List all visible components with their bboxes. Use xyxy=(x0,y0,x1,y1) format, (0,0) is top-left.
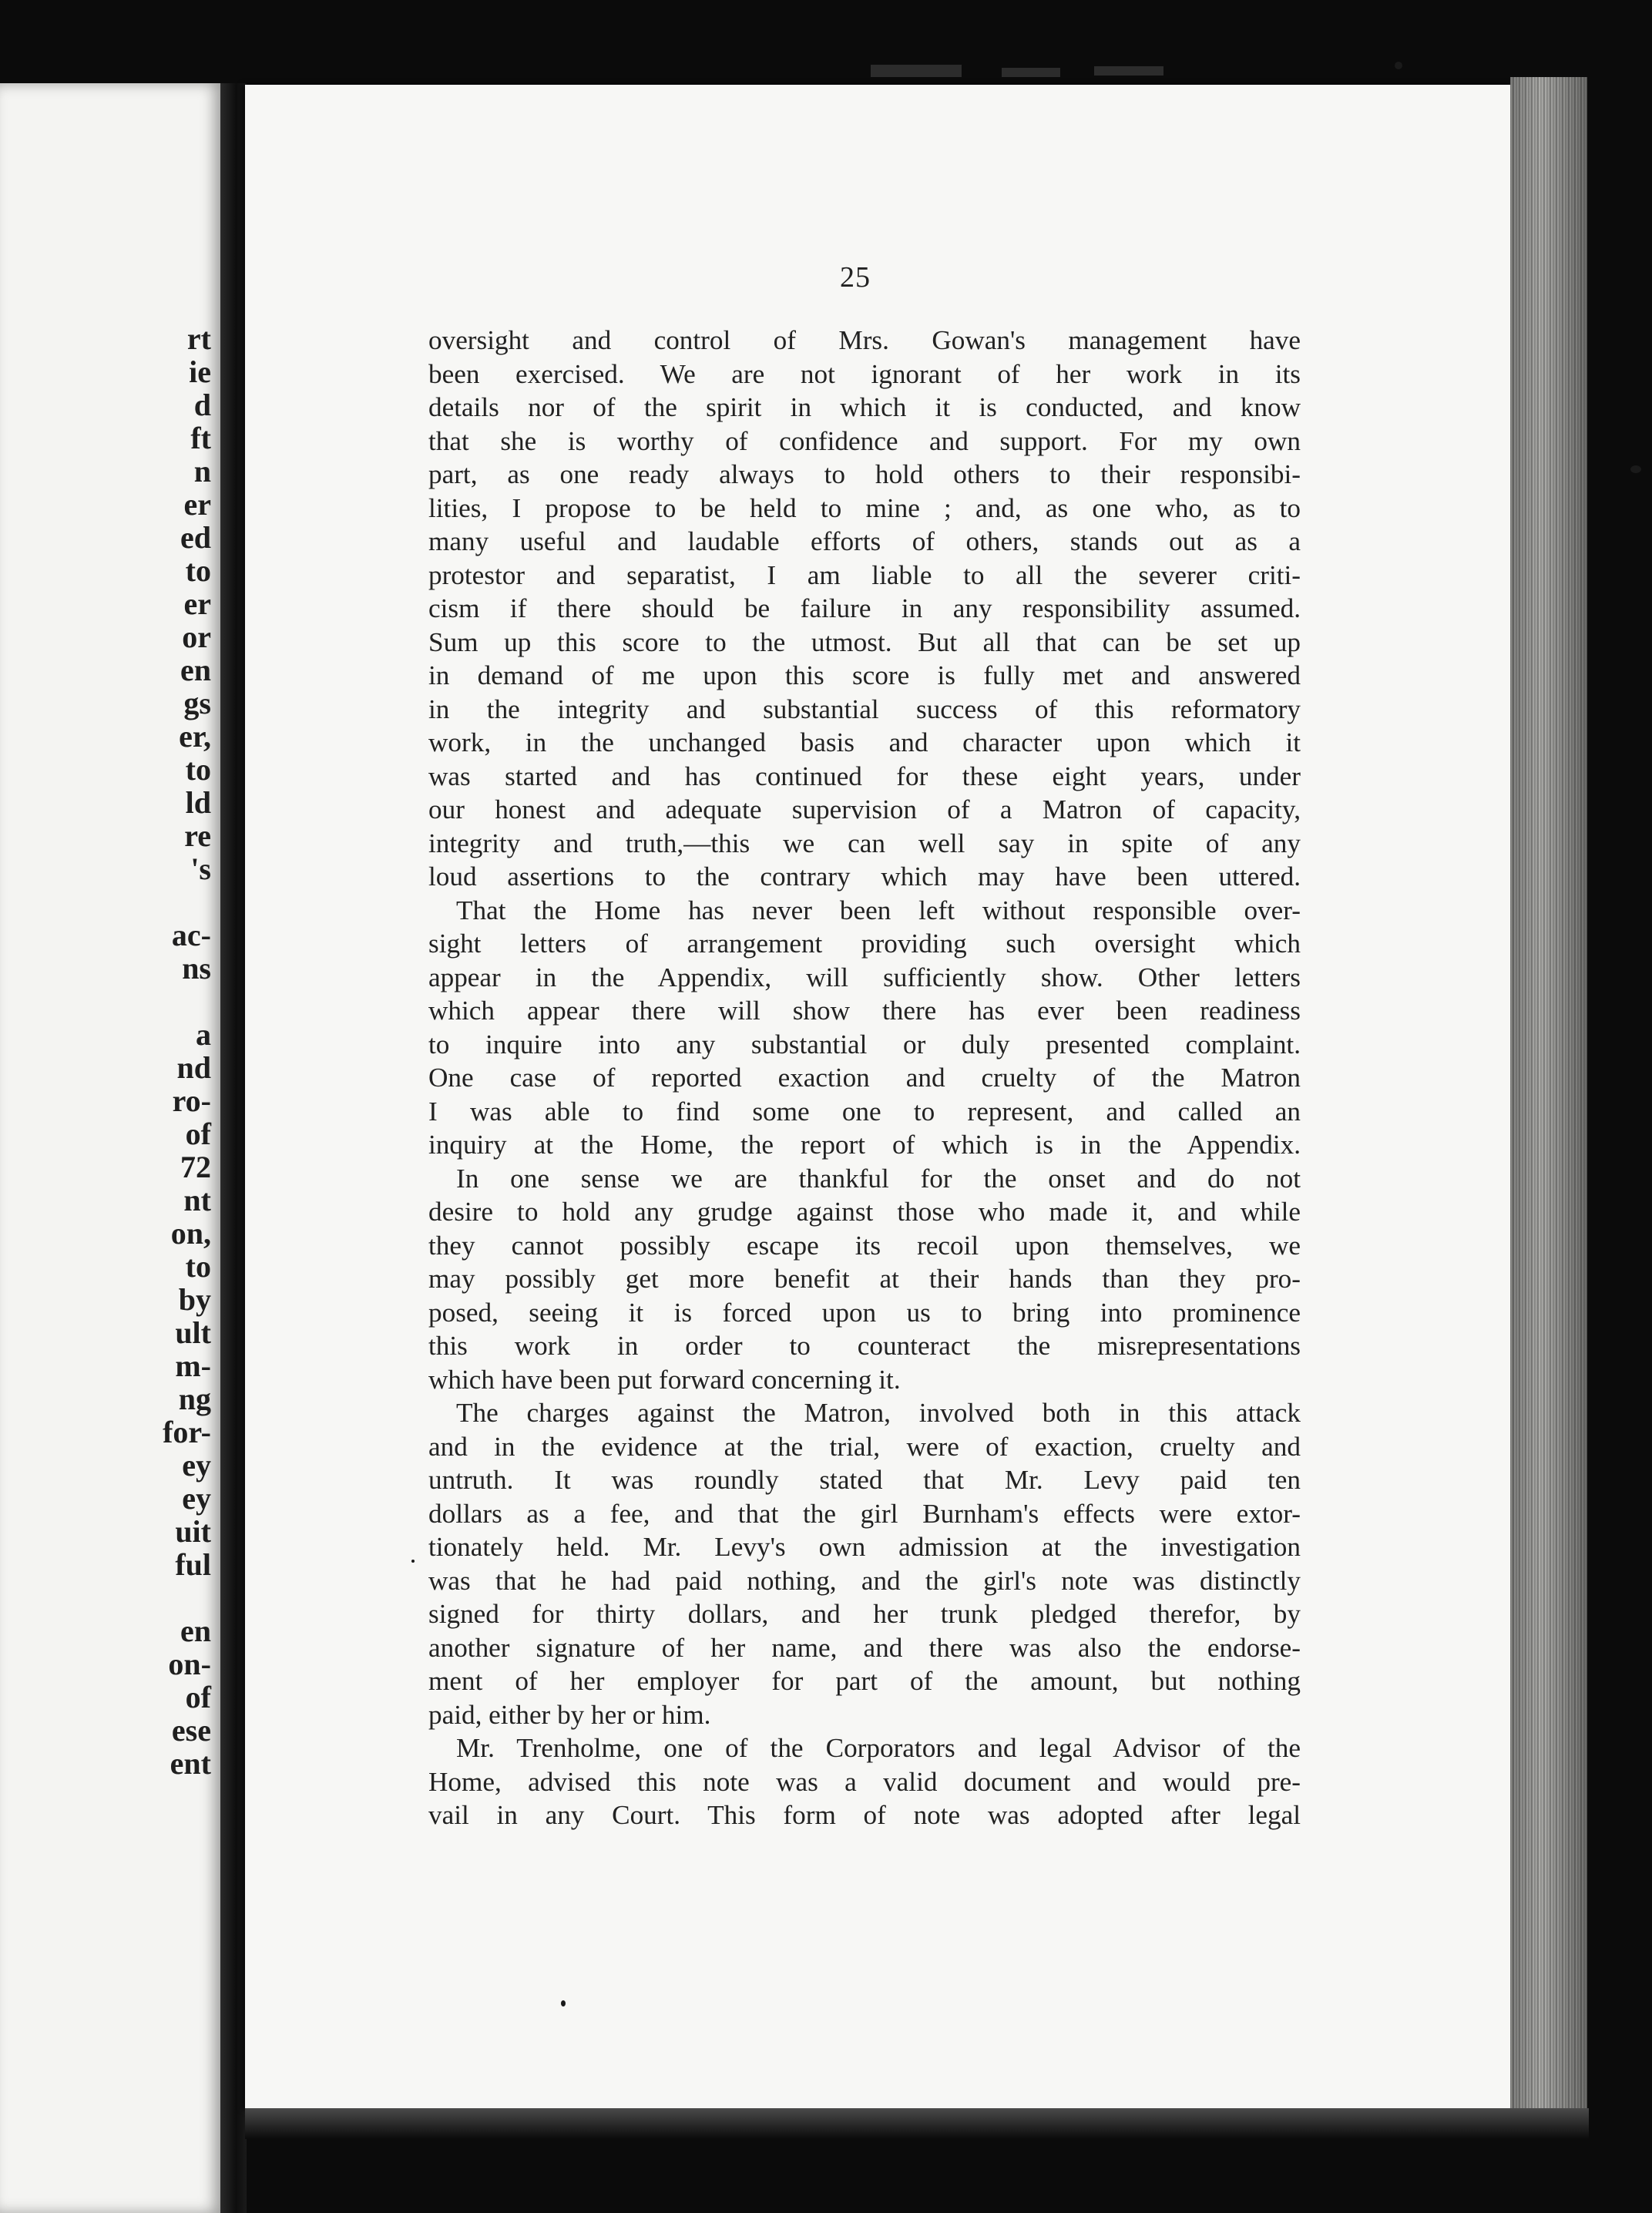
left-page-fragment: ey xyxy=(182,1481,211,1516)
book-gutter xyxy=(220,83,247,2213)
left-page-fragment: of xyxy=(185,1680,211,1714)
text-line: sight letters of arrangement providing such oversight which xyxy=(428,929,1301,959)
text-line: was that he had paid nothing, and the girl's note was distinctly xyxy=(428,1565,1301,1596)
left-page-fragment: re xyxy=(184,818,211,853)
text-line: details nor of the spirit in which it is conducted, and know xyxy=(428,392,1301,422)
text-line: In one sense we are thankful for the onset and do not xyxy=(456,1163,1301,1194)
left-page-fragment: nt xyxy=(183,1183,211,1217)
text-line: Mr. Trenholme, one of the Corporators and legal Advisor of the xyxy=(456,1733,1301,1763)
text-line: posed, seeing it is forced upon us to bring into prominence xyxy=(428,1297,1301,1328)
left-page-fragment: 's xyxy=(190,851,211,886)
left-page-fragment: er xyxy=(183,487,211,522)
left-page-fragment: er, xyxy=(179,719,211,754)
left-page-fragment: uit xyxy=(175,1514,211,1549)
scan-artifact xyxy=(1094,66,1163,76)
scan-speck xyxy=(561,2000,566,2006)
text-line: may possibly get more benefit at their hands than they pro- xyxy=(428,1264,1301,1294)
left-page-fragment: of xyxy=(185,1117,211,1151)
left-page-fragment: nd xyxy=(176,1050,211,1085)
page-number: 25 xyxy=(840,261,871,294)
left-page-fragment: ft xyxy=(190,421,211,455)
text-line: many useful and laudable efforts of others, stands out as a xyxy=(428,526,1301,556)
left-page-fragment: on, xyxy=(170,1216,211,1251)
left-page-fragment: en xyxy=(180,653,211,687)
text-line: and in the evidence at the trial, were of exaction, cruelty and xyxy=(428,1431,1301,1462)
left-page-fragment: to xyxy=(185,553,211,588)
left-page-fragment: 72 xyxy=(180,1150,211,1184)
text-line: vail in any Court. This form of note was adopted after legal xyxy=(428,1800,1301,1830)
text-line: oversight and control of Mrs. Gowan's management have xyxy=(428,325,1301,355)
left-page-fragment: ng xyxy=(178,1382,211,1416)
scan-speck xyxy=(1630,465,1641,473)
left-page-fragment: ed xyxy=(180,520,211,555)
left-page-fragment: n xyxy=(193,454,211,489)
text-line: to inquire into any substantial or duly presented complaint. xyxy=(428,1029,1301,1059)
text-line: integrity and truth,—this we can well say in spite of any xyxy=(428,828,1301,858)
text-line: ment of her employer for part of the amount, but nothing xyxy=(428,1666,1301,1696)
text-line: appear in the Appendix, will sufficiently show. Other letters xyxy=(428,962,1301,992)
text-line: That the Home has never been left without responsible over- xyxy=(456,895,1301,925)
left-page-fragment: gs xyxy=(183,686,211,720)
text-line: part, as one ready always to hold others to their responsibi- xyxy=(428,459,1301,489)
left-page-fragment: on- xyxy=(168,1647,211,1681)
left-page-fragment: m- xyxy=(175,1348,211,1383)
left-page-fragment: or xyxy=(182,620,211,654)
bottom-shadow xyxy=(245,2108,1589,2139)
text-line: cism if there should be failure in any responsibility assumed. xyxy=(428,593,1301,623)
text-line: they cannot possibly escape its recoil upon themselves, we xyxy=(428,1230,1301,1261)
text-line: One case of reported exaction and cruelty of the Matron xyxy=(428,1063,1301,1093)
scan-artifact xyxy=(1002,68,1060,77)
left-page-fragment: ey xyxy=(182,1448,211,1483)
text-line: loud assertions to the contrary which may have been uttered. xyxy=(428,861,1301,892)
scan-artifact xyxy=(871,65,962,77)
left-page-fragment: ro- xyxy=(172,1083,211,1118)
text-line: which appear there will show there has ever been readiness xyxy=(428,996,1301,1026)
left-page-fragment: ld xyxy=(185,785,211,820)
left-page-fragment: to xyxy=(185,752,211,787)
left-page-fragment: a xyxy=(196,1017,211,1052)
scan-speck xyxy=(1395,62,1402,69)
left-page-fragment: ie xyxy=(189,354,211,389)
page-edges xyxy=(1510,77,1587,2111)
text-line: lities, I propose to be held to mine ; and, as one who, as to xyxy=(428,492,1301,523)
text-line: desire to hold any grudge against those who made it, and while xyxy=(428,1197,1301,1227)
text-line: The charges against the Matron, involved both in this attack xyxy=(456,1398,1301,1428)
left-page-fragment: ult xyxy=(175,1315,211,1350)
text-line: which have been put forward concerning it. xyxy=(428,1364,901,1395)
text-line: dollars as a fee, and that the girl Burnham's effects were extor- xyxy=(428,1498,1301,1529)
text-line: another signature of her name, and there was also the endorse- xyxy=(428,1632,1301,1663)
text-line: our honest and adequate supervision of a Matron of capacity, xyxy=(428,794,1301,824)
text-line: was started and has continued for these eight years, under xyxy=(428,761,1301,791)
left-page-fragment: en xyxy=(180,1614,211,1648)
text-line: I was able to find some one to represent, and called an xyxy=(428,1096,1301,1127)
left-page-fragment: er xyxy=(183,586,211,621)
text-line: Sum up this score to the utmost. But all that can be set up xyxy=(428,626,1301,657)
left-page-fragment: ns xyxy=(182,951,211,986)
text-line: Home, advised this note was a valid document and would pre- xyxy=(428,1766,1301,1797)
text-line: tionately held. Mr. Levy's own admission at the investigation xyxy=(428,1532,1301,1562)
left-page-fragment: ac- xyxy=(171,918,211,952)
text-line: that she is worthy of confidence and support. For my own xyxy=(428,425,1301,456)
text-line: in the integrity and substantial success of this reformatory xyxy=(428,693,1301,724)
left-page-fragment: d xyxy=(193,388,211,422)
left-page-fragment: for- xyxy=(163,1415,211,1449)
text-line: work, in the unchanged basis and character upon which it xyxy=(428,727,1301,757)
text-line: this work in order to counteract the misrepresentations xyxy=(428,1331,1301,1361)
left-page-fragment: rt xyxy=(186,321,211,356)
text-line: inquiry at the Home, the report of which is in the Appendix. xyxy=(428,1130,1301,1160)
left-page-fragment: ful xyxy=(175,1547,211,1582)
body-text xyxy=(428,324,1301,1832)
text-line: paid, either by her or him. xyxy=(428,1699,711,1730)
left-page-fragment: to xyxy=(185,1249,211,1284)
text-line: been exercised. We are not ignorant of her work in its xyxy=(428,358,1301,389)
left-facing-page xyxy=(0,83,222,2213)
text-line: in demand of me upon this score is fully met and answered xyxy=(428,660,1301,690)
left-page-fragment: ent xyxy=(170,1746,211,1781)
left-page-text-fragments xyxy=(0,83,222,2213)
left-page-fragment: by xyxy=(178,1282,211,1317)
text-line: signed for thirty dollars, and her trunk pledged therefor, by xyxy=(428,1599,1301,1629)
scan-speck xyxy=(411,1560,415,1563)
text-line: protestor and separatist, I am liable to all the severer criti- xyxy=(428,559,1301,590)
left-page-fragment: ese xyxy=(171,1713,211,1748)
text-line: untruth. It was roundly stated that Mr. Levy paid ten xyxy=(428,1465,1301,1495)
